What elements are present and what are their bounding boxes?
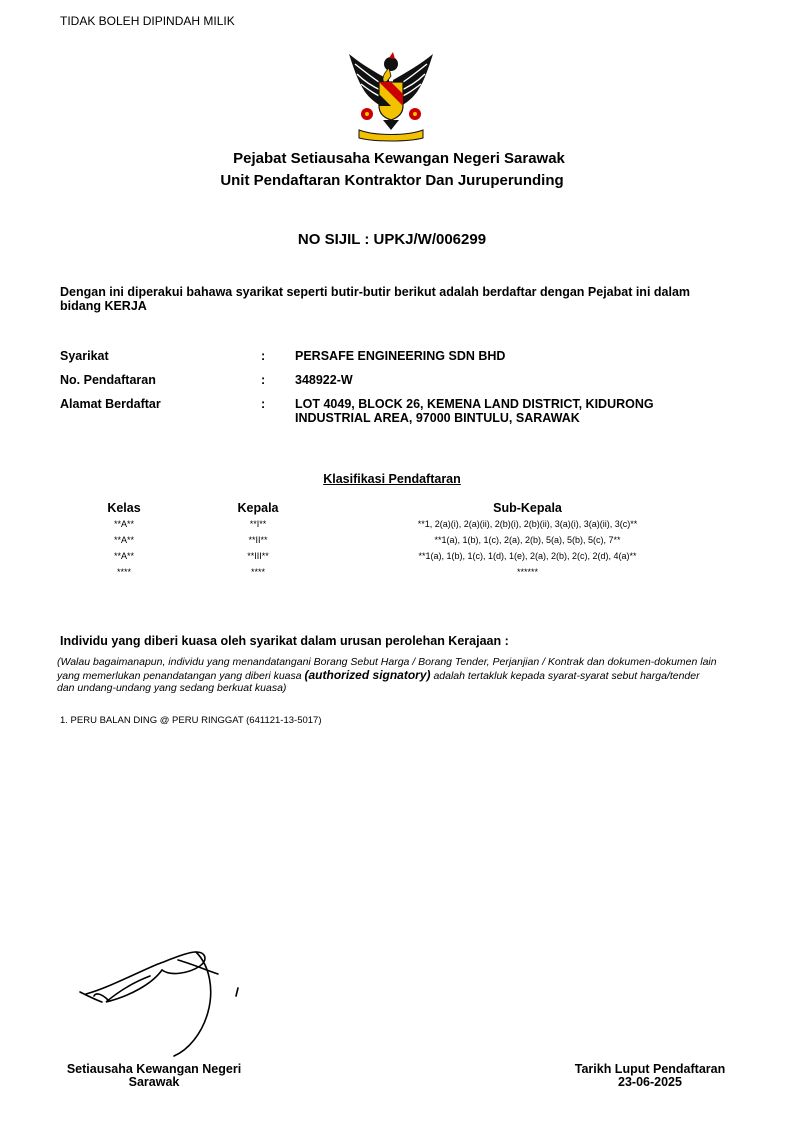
authorized-person: 1. PERU BALAN DING @ PERU RINGGAT (641121-13-5017) bbox=[60, 715, 322, 726]
authorized-individual-title: Individu yang diberi kuasa oleh syarikat dalam urusan perolehan Kerajaan : bbox=[60, 634, 509, 648]
signature-image bbox=[78, 930, 253, 1060]
row2-kepala: **II** bbox=[248, 535, 268, 545]
non-transferable-notice: TIDAK BOLEH DIPINDAH MILIK bbox=[60, 14, 235, 28]
signatory-title bbox=[40, 1063, 268, 1089]
registered-address-label: Alamat Berdaftar bbox=[60, 397, 161, 411]
row2-sub-kepala: **1(a), 1(b), 1(c), 2(a), 2(b), 5(a), 5(b), 5(c), 7** bbox=[434, 535, 621, 545]
signatory-line2: Sarawak bbox=[128, 1075, 180, 1089]
row3-sub-kepala: **1(a), 1(b), 1(c), 1(d), 1(e), 2(a), 2(b), 2(c), 2(d), 4(a)** bbox=[418, 551, 637, 561]
company-colon: : bbox=[261, 349, 266, 363]
row2-kelas: **A** bbox=[113, 535, 134, 545]
registration-no-value: 348922-W bbox=[295, 373, 353, 387]
expiry-date: 23-06-2025 bbox=[618, 1075, 682, 1089]
registration-expiry bbox=[555, 1063, 745, 1089]
organization-unit: Unit Pendaftaran Kontraktor Dan Juruperunding bbox=[220, 172, 564, 189]
registered-address-value: LOT 4049, BLOCK 26, KEMENA LAND DISTRICT, KIDURONG INDUSTRIAL AREA, 97000 BINTULU, SARAWAK bbox=[295, 397, 654, 425]
company-value: PERSAFE ENGINEERING SDN BHD bbox=[295, 349, 506, 363]
row1-kelas: **A** bbox=[113, 519, 134, 529]
row3-kelas: **A** bbox=[113, 551, 134, 561]
header-kelas: Kelas bbox=[107, 501, 141, 515]
header-sub-kepala: Sub-Kepala bbox=[493, 501, 562, 515]
certificate-number: NO SIJIL : UPKJ/W/006299 bbox=[297, 231, 487, 248]
signatory-line1: Setiausaha Kewangan Negeri bbox=[66, 1062, 242, 1076]
certification-statement: Dengan ini diperakui bahawa syarikat seperti butir-butir berikut adalah berdaftar dengan Pejabat ini dalam bidang KERJA bbox=[60, 285, 691, 313]
registration-no-colon: : bbox=[261, 373, 266, 387]
sarawak-coat-of-arms-icon bbox=[345, 50, 437, 142]
company-label: Syarikat bbox=[60, 349, 109, 363]
registration-no-label: No. Pendaftaran bbox=[60, 373, 156, 387]
row4-sub-kepala: ****** bbox=[516, 567, 538, 577]
header-kepala: Kepala bbox=[237, 501, 279, 515]
row1-sub-kepala: **1, 2(a)(i), 2(a)(ii), 2(b)(i), 2(b)(ii), 3(a)(i), 3(a)(ii), 3(c)** bbox=[417, 519, 638, 529]
authorized-signatory-note: (Walau bagaimanapun, individu yang menandatangani Borang Sebut Harga / Borang Tender, Perjanjian / Kontrak dan dokumen-dokumen lain yang memerlukan penandatangan yang diberi kuasa (authorized signatory) adalah tertakluk kepada syarat-syarat sebut harga/tender dan undang-undang yang sedang berkuat kuasa) bbox=[57, 656, 717, 694]
row4-kepala: **** bbox=[250, 567, 265, 577]
row3-kepala: **III** bbox=[247, 551, 269, 561]
registered-address-colon: : bbox=[261, 397, 266, 411]
expiry-label: Tarikh Luput Pendaftaran bbox=[574, 1062, 726, 1076]
row4-kelas: **** bbox=[116, 567, 131, 577]
row1-kepala: **I** bbox=[249, 519, 267, 529]
classification-title: Klasifikasi Pendaftaran bbox=[323, 472, 461, 486]
organization-name: Pejabat Setiausaha Kewangan Negeri Sarawak bbox=[233, 150, 565, 167]
